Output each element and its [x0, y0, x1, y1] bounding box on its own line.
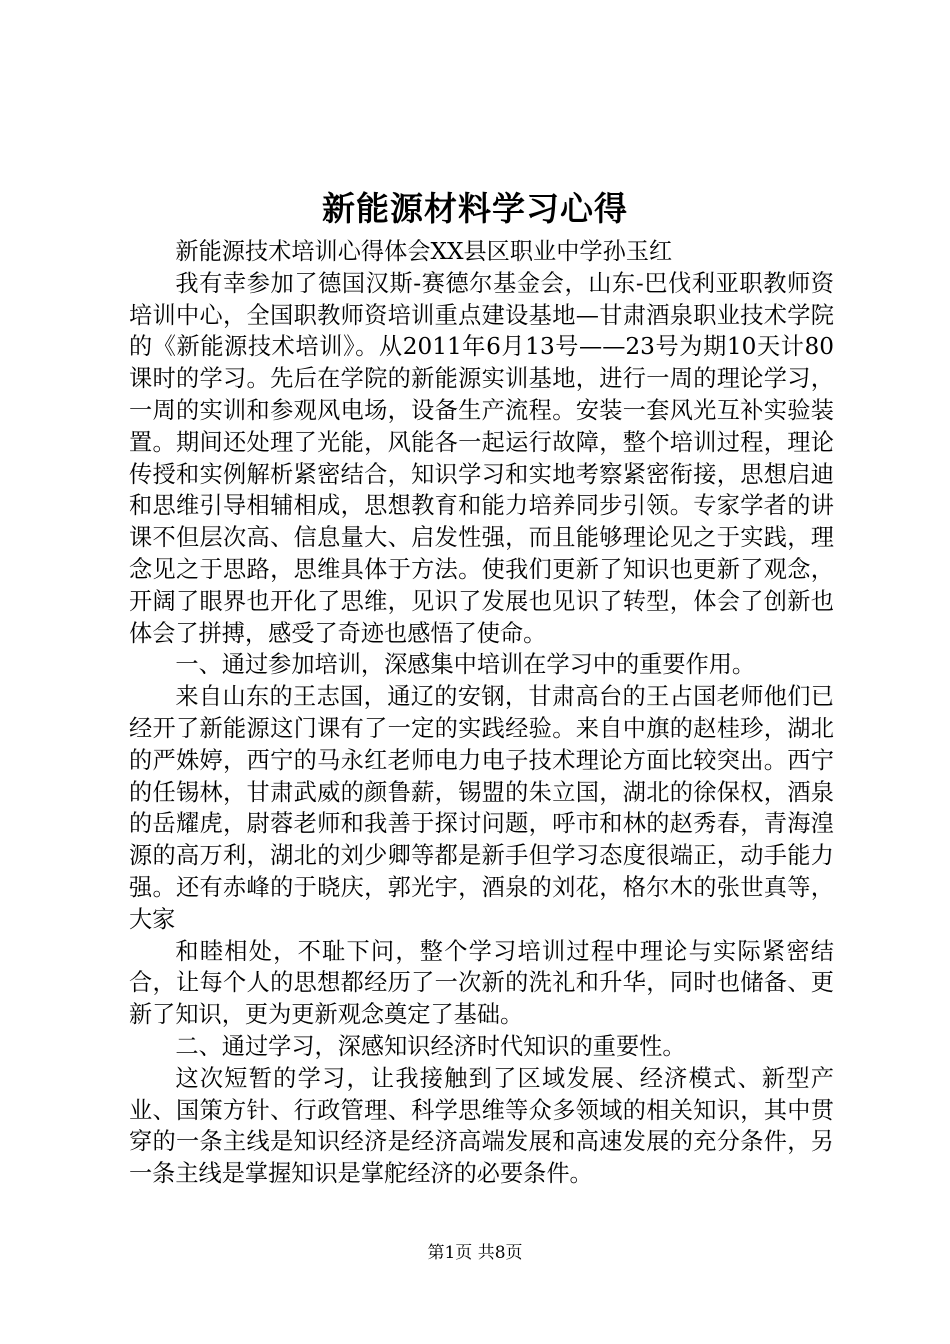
paragraph: 我有幸参加了德国汉斯-赛德尔基金会，山东-巴伐利亚职教师资培训中心，全国职教师资培训重点建设基地—甘肃酒泉职业技术学院的《新能源技术培训》。从2011年6月13号——23号为期10天计80课时的学习。先后在学院的新能源实训基地，进行一周的理论学习，一周的实训和参观风电场，设备生产流程。安装一套风光互补实验装置。期间还处理了光能，风能各一起运行故障，整个培训过程，理论传授和实例解析紧密结合，知识学习和实地考察紧密衔接，思想启迪和思维引导相辅相成，思想教育和能力培养同步引领。专家学者的讲课不但层次高、信息量大、启发性强，而且能够理论见之于实践，理念见之于思路，思维具体于方法。使我们更新了知识也更新了观念，开阔了眼界也开化了思维，见识了发展也见识了转型，体会了创新也体会了拼搏，感受了奇迹也感悟了使命。 — [129, 269, 834, 647]
paragraph-subtitle: 新能源技术培训心得体会XX县区职业中学孙玉红 — [175, 238, 673, 265]
section-heading: 一、通过参加培训，深感集中培训在学习中的重要作用。 — [175, 651, 756, 679]
section-heading: 二、通过学习，深感知识经济时代知识的重要性。 — [175, 1032, 686, 1060]
document-title: 新能源材料学习心得 — [322, 189, 628, 228]
paragraph: 来自山东的王志国，通辽的安钢，甘肃高台的王占国老师他们已经开了新能源这门课有了一定的实践经验。来自中旗的赵桂珍，湖北的严姝婷，西宁的马永红老师电力电子技术理论方面比较突出。西宁的任锡林，甘肃武威的颜鲁薪，锡盟的朱立国，湖北的徐保权，酒泉的岳耀虎，尉蓉老师和我善于探讨问题，呼市和林的赵秀春，青海湟源的高万利，湖北的刘少卿等都是新手但学习态度很端正，动手能力强。还有赤峰的于晓庆，郭光宇，酒泉的刘花，格尔木的张世真等，大家 — [129, 683, 834, 933]
document-body — [129, 236, 834, 1190]
paragraph: 和睦相处，不耻下问，整个学习培训过程中理论与实际紧密结合，让每个人的思想都经历了一次新的洗礼和升华，同时也储备、更新了知识，更为更新观念奠定了基础。 — [129, 937, 834, 1029]
page-number-footer: 第1页 共8页 — [427, 1243, 523, 1263]
paragraph: 这次短暂的学习，让我接触到了区域发展、经济模式、新型产业、国策方针、行政管理、科学思维等众多领域的相关知识，其中贯穿的一条主线是知识经济是经济高端发展和高速发展的充分条件，另一条主线是掌握知识是掌舵经济的必要条件。 — [129, 1064, 834, 1188]
